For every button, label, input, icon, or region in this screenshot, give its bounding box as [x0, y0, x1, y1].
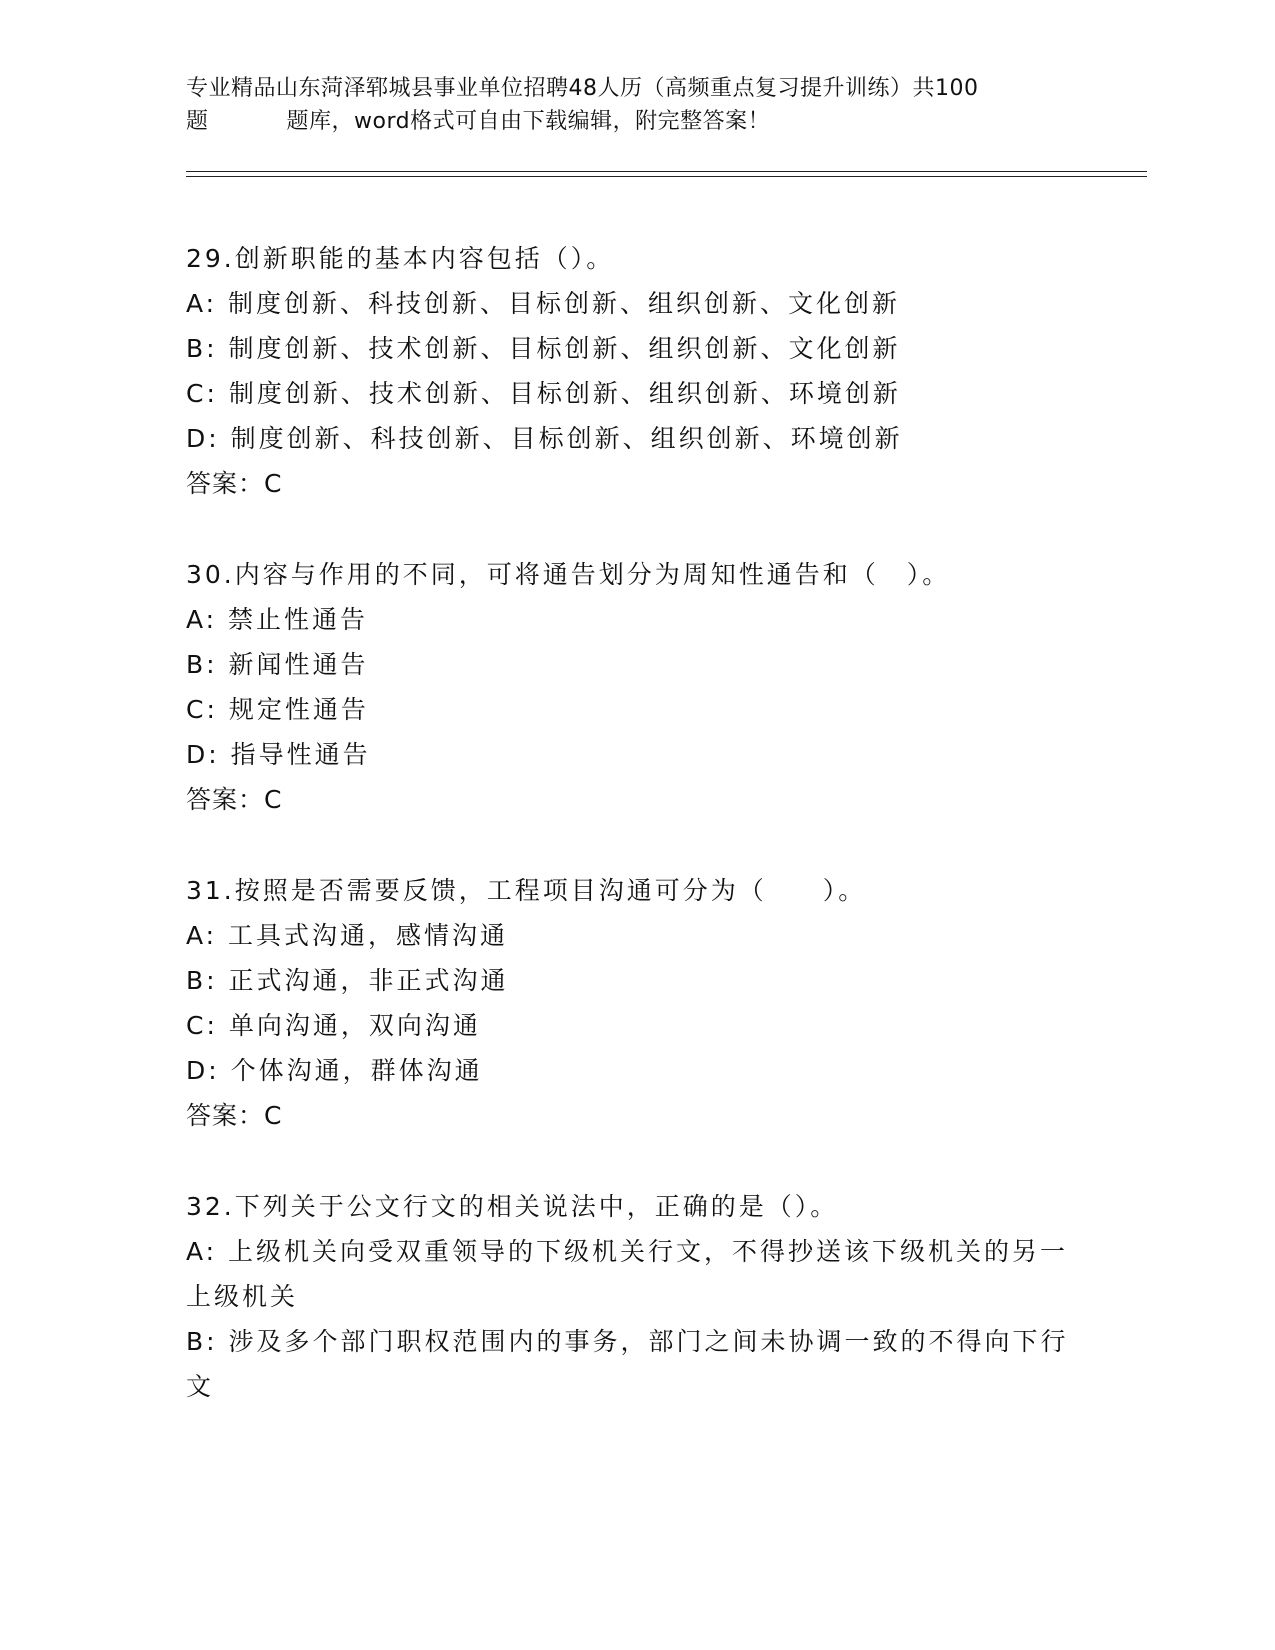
- question-29: [186, 236, 1086, 506]
- question-30: [186, 552, 1086, 822]
- question-stem: 29.创新职能的基本内容包括（）。: [186, 244, 615, 273]
- option-c: C: 规定性通告: [186, 695, 369, 724]
- option-c: C: 单向沟通，双向沟通: [186, 1011, 481, 1040]
- question-stem: 32.下列关于公文行文的相关说法中，正确的是（）。: [186, 1192, 839, 1221]
- option-b: B: 制度创新、技术创新、目标创新、组织创新、文化创新: [186, 334, 901, 363]
- option-c: C: 制度创新、技术创新、目标创新、组织创新、环境创新: [186, 379, 901, 408]
- option-a: A: 上级机关向受双重领导的下级机关行文，不得抄送该下级机关的另一上级机关: [186, 1237, 1069, 1311]
- question-stem: 31.按照是否需要反馈，工程项目沟通可分为（ ）。: [186, 876, 867, 905]
- option-d: D: 个体沟通，群体沟通: [186, 1056, 483, 1085]
- question-31: [186, 868, 1086, 1138]
- header-line-1: [186, 72, 1066, 105]
- question-32: [186, 1184, 1086, 1409]
- question-list: [186, 236, 1086, 1409]
- option-a: A: 禁止性通告: [186, 605, 369, 634]
- header-line-2: [186, 105, 1066, 138]
- answer-text: 答案：C: [186, 469, 283, 498]
- header-divider-top: [186, 171, 1147, 172]
- option-d: D: 指导性通告: [186, 740, 371, 769]
- question-stem: 30.内容与作用的不同，可将通告划分为周知性通告和（ ）。: [186, 560, 951, 589]
- document-header: [186, 72, 1066, 138]
- option-a: A: 工具式沟通，感情沟通: [186, 921, 509, 950]
- answer-text: 答案：C: [186, 785, 283, 814]
- header-title-text: 专业精品山东菏泽郓城县事业单位招聘48人历（高频重点复习提升训练）共100: [186, 76, 979, 101]
- header-title-text-right: 题库，word格式可自由下载编辑，附完整答案！: [286, 109, 771, 134]
- header-title-text-left: 题: [186, 109, 209, 134]
- option-b: B: 新闻性通告: [186, 650, 369, 679]
- answer-text: 答案：C: [186, 1101, 283, 1130]
- header-divider-bottom: [186, 176, 1147, 177]
- option-b: B: 涉及多个部门职权范围内的事务，部门之间未协调一致的不得向下行文: [186, 1327, 1069, 1401]
- option-a: A: 制度创新、科技创新、目标创新、组织创新、文化创新: [186, 289, 901, 318]
- option-b: B: 正式沟通，非正式沟通: [186, 966, 509, 995]
- option-d: D: 制度创新、科技创新、目标创新、组织创新、环境创新: [186, 424, 903, 453]
